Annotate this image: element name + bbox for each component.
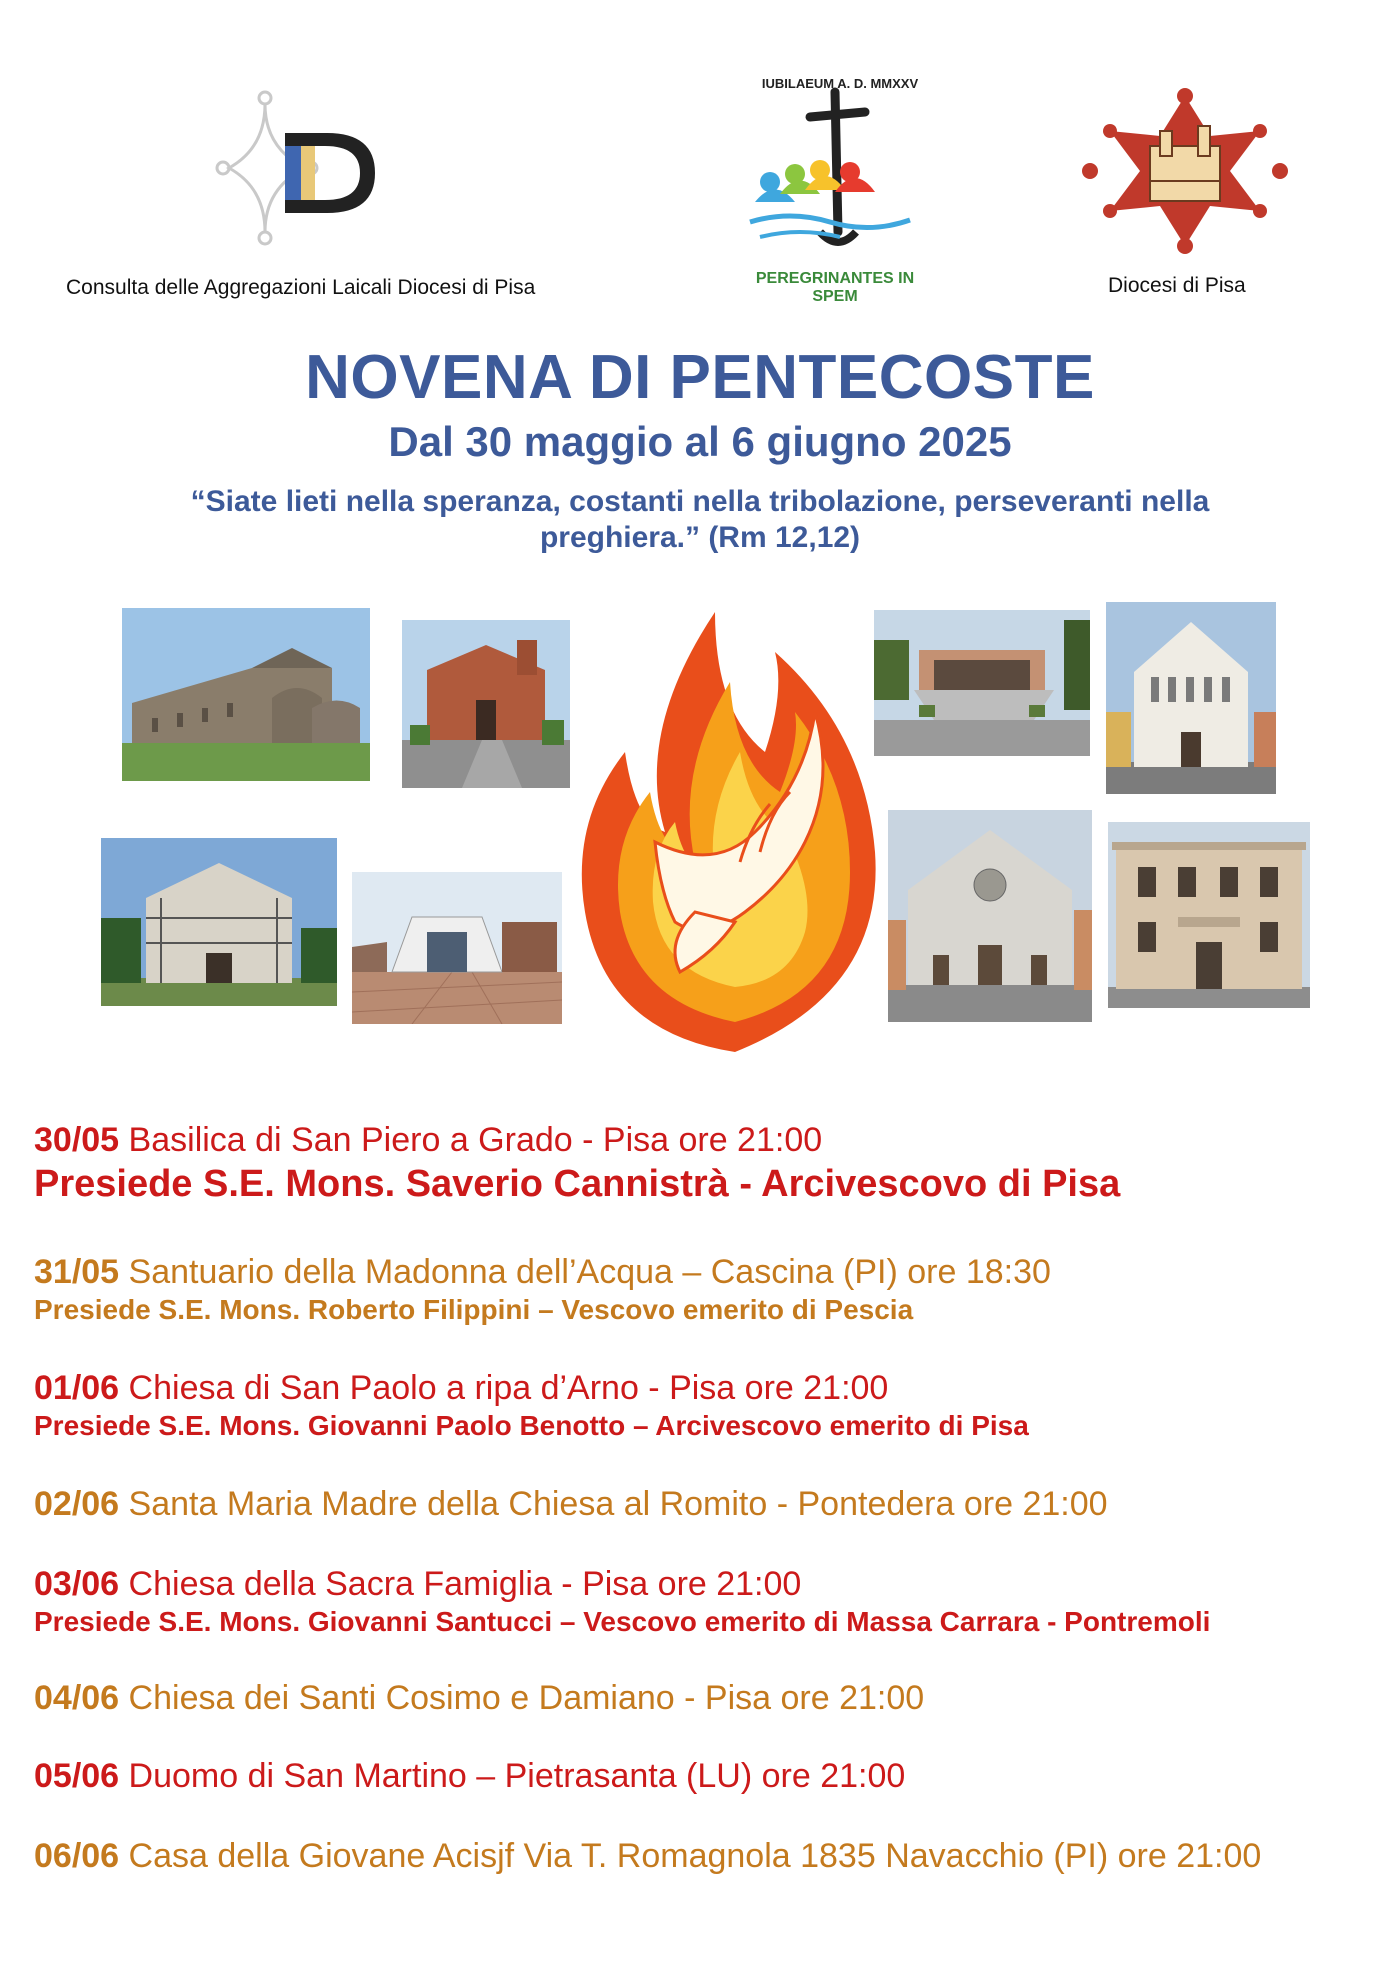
diocese-pisa-cross-logo-icon <box>1070 86 1300 256</box>
diocese-logo <box>1070 86 1300 256</box>
left-logo-caption: Consulta delle Aggregazioni Laicali Diocesi di Pisa <box>66 276 536 299</box>
event-date: 01/06 <box>34 1369 120 1407</box>
church-photo-san-paolo <box>101 838 337 1006</box>
event-item <box>34 1120 1120 1208</box>
event-place: Santuario della Madonna dell’Acqua – Cascina (PI) ore 18:30 <box>128 1253 1051 1291</box>
event-place: Santa Maria Madre della Chiesa al Romito - Pontedera ore 21:00 <box>128 1485 1108 1523</box>
church-photo-cosimo-damiano <box>1106 602 1276 794</box>
scripture-quote: “Siate lieti nella speranza, costanti nella tribolazione, perseveranti nella preghiera.” (Rm 12,12) <box>190 485 1210 554</box>
church-photo-san-piero <box>122 608 370 781</box>
church-photo-duomo-pietrasanta <box>888 810 1092 1022</box>
event-item <box>34 1484 1108 1524</box>
event-item <box>34 1252 1051 1328</box>
event-item <box>34 1678 924 1718</box>
event-place: Chiesa della Sacra Famiglia - Pisa ore 21:00 <box>128 1565 802 1603</box>
jubilee-logo <box>720 82 940 302</box>
event-date: 03/06 <box>34 1565 120 1603</box>
event-date: 02/06 <box>34 1485 120 1523</box>
jubilee-text-top: IUBILAEUM A. D. MMXXV <box>761 76 919 91</box>
event-place: Chiesa dei Santi Cosimo e Damiano - Pisa ore 21:00 <box>128 1679 925 1717</box>
jubilee-2025-logo-icon <box>720 82 940 302</box>
event-place: Basilica di San Piero a Grado - Pisa ore 21:00 <box>128 1121 823 1159</box>
event-item <box>34 1836 1261 1876</box>
event-place: Chiesa di San Paolo a ripa d’Arno - Pisa ore 21:00 <box>128 1369 889 1407</box>
event-date: 04/06 <box>34 1679 120 1717</box>
event-item <box>34 1756 905 1796</box>
consulta-logo <box>215 88 395 248</box>
jubilee-text-bottom: PEREGRINANTES IN SPEM <box>755 270 915 305</box>
pentecost-flame-dove <box>565 592 890 1062</box>
event-presider: Presiede S.E. Mons. Saverio Cannistrà - Arcivescovo di Pisa <box>34 1163 1121 1205</box>
event-date: 30/05 <box>34 1121 120 1159</box>
holy-spirit-dove-flame-icon <box>565 592 890 1062</box>
church-photo-romito <box>352 872 562 1024</box>
event-item <box>34 1368 1029 1444</box>
event-item <box>34 1564 1210 1640</box>
event-place: Duomo di San Martino – Pietrasanta (LU) ore 21:00 <box>128 1757 906 1795</box>
event-date: 06/06 <box>34 1837 120 1875</box>
building-photo-casa-giovane <box>1108 822 1310 1008</box>
church-photo-sacra-famiglia <box>874 610 1090 756</box>
church-photo-madonna-acqua <box>402 620 570 788</box>
right-logo-caption: Diocesi di Pisa <box>1108 274 1246 297</box>
event-date: 05/06 <box>34 1757 120 1795</box>
page-title: NOVENA DI PENTECOSTE <box>305 343 1095 412</box>
event-presider: Presiede S.E. Mons. Giovanni Paolo Benotto – Arcivescovo emerito di Pisa <box>34 1410 1029 1441</box>
event-presider: Presiede S.E. Mons. Roberto Filippini – Vescovo emerito di Pescia <box>34 1294 914 1325</box>
consulta-d-logo-icon <box>215 88 395 248</box>
page-subtitle: Dal 30 maggio al 6 giugno 2025 <box>388 418 1012 465</box>
event-place: Casa della Giovane Acisjf Via T. Romagnola 1835 Navacchio (PI) ore 21:00 <box>128 1837 1262 1875</box>
event-presider: Presiede S.E. Mons. Giovanni Santucci – Vescovo emerito di Massa Carrara - Pontremoli <box>34 1606 1211 1637</box>
event-date: 31/05 <box>34 1253 120 1291</box>
